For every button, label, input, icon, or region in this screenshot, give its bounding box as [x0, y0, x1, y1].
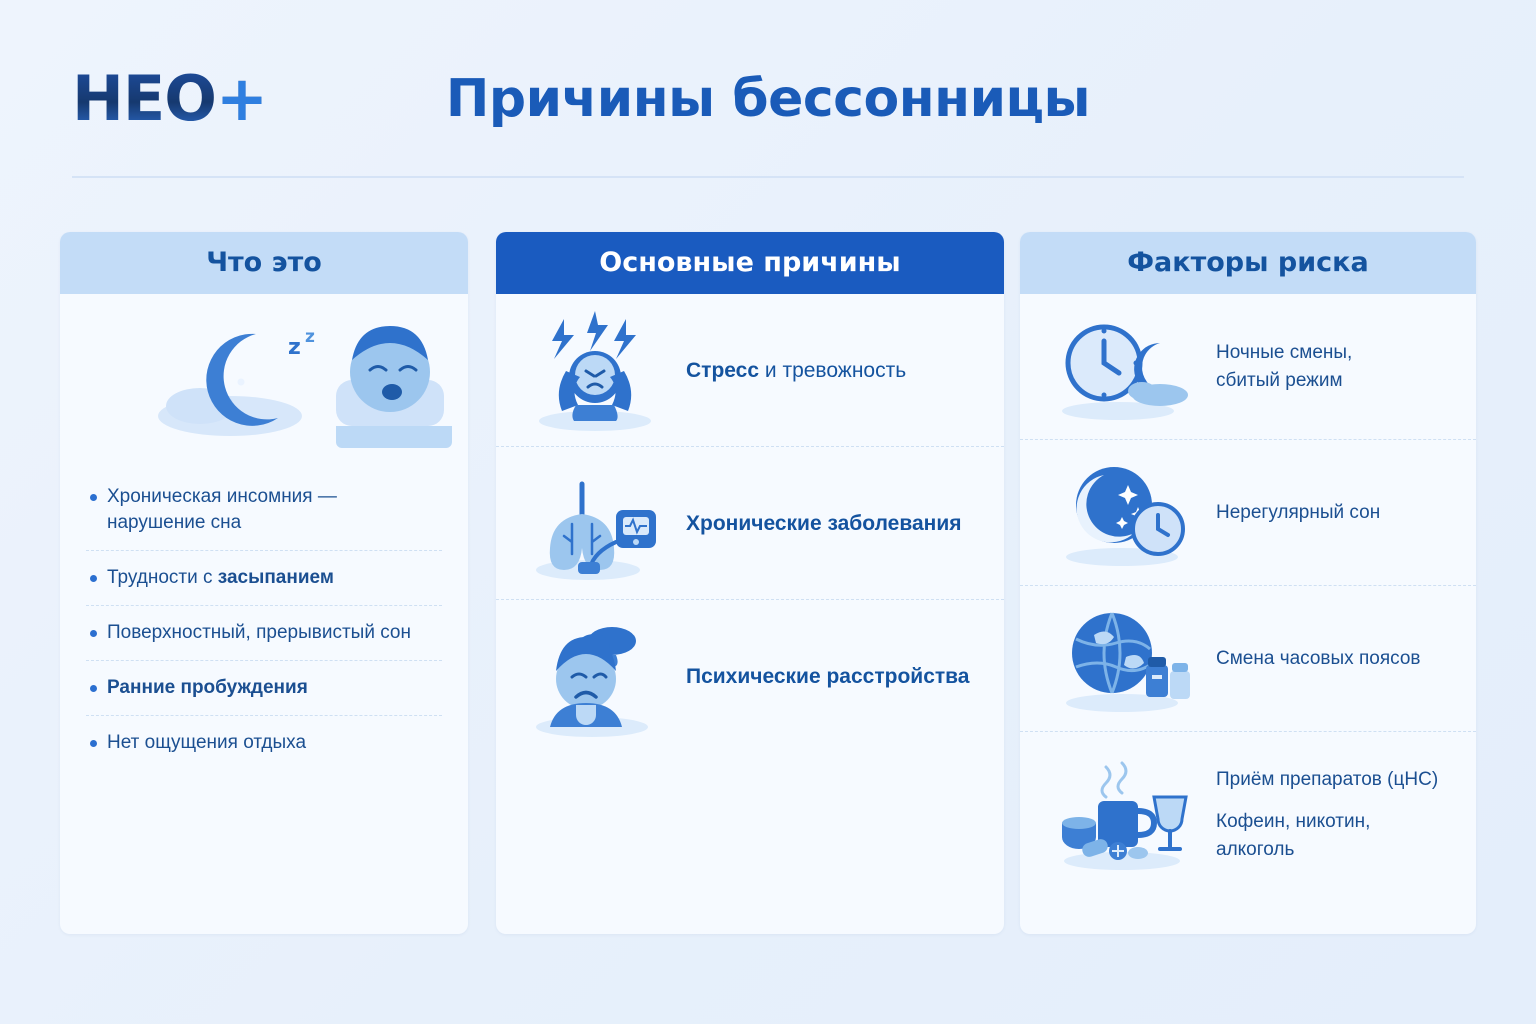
- list-item: [86, 470, 442, 551]
- cause-item: [496, 600, 1004, 752]
- column-what-is: [60, 232, 468, 934]
- column-what-is-body: [60, 294, 468, 934]
- risk-item-label: [1216, 499, 1380, 527]
- risk-item-label: [1216, 645, 1420, 673]
- list-item-label: Нет ощущения отдыха: [107, 732, 307, 753]
- risk-item: [1020, 440, 1476, 586]
- cause-item: [496, 294, 1004, 447]
- risk-item: [1020, 294, 1476, 440]
- sad-face-cloud-icon: [520, 611, 670, 741]
- list-item: [86, 661, 442, 716]
- list-item: [86, 606, 442, 661]
- list-item-label: Трудности с засыпанием: [107, 567, 334, 588]
- header-divider: [72, 176, 1464, 178]
- bullet-dot-icon: [90, 494, 97, 501]
- risk-item: [1020, 732, 1476, 897]
- lungs-monitor-icon: [520, 458, 670, 588]
- risk-item-line1: Смена часовых поясов: [1216, 647, 1421, 669]
- what-is-list: [60, 470, 468, 770]
- risk-item-line2: сбитый режим: [1216, 369, 1343, 391]
- risk-item-line1: Нерегулярный сон: [1216, 501, 1381, 523]
- cause-item: [496, 447, 1004, 600]
- coffee-wine-pills-icon: [1042, 755, 1202, 875]
- bullet-dot-icon: [90, 685, 97, 692]
- logo-plus-icon: +: [215, 62, 267, 135]
- column-what-is-heading: Что это: [60, 232, 468, 294]
- risk-item-line2: Кофеин, никотин, алкоголь: [1216, 810, 1371, 860]
- moon-sleeping-person-icon: [60, 294, 468, 470]
- list-item: [86, 551, 442, 606]
- risk-item-line1: Приём препаратов (цНС): [1216, 768, 1439, 790]
- list-item-label: Ранние пробуждения: [107, 677, 308, 698]
- logo-word: НЕО: [72, 62, 216, 135]
- bullet-dot-icon: [90, 575, 97, 582]
- risk-item: [1020, 586, 1476, 732]
- bullet-dot-icon: [90, 740, 97, 747]
- page-title: Причины бессонницы: [445, 69, 1091, 129]
- page-header: [0, 54, 1536, 164]
- svg-text:z: z: [288, 335, 301, 360]
- column-risk-factors-body: [1020, 294, 1476, 934]
- stressed-head-icon: [520, 305, 670, 435]
- column-risk-factors-heading: Факторы риска: [1020, 232, 1476, 294]
- list-item: [86, 716, 442, 770]
- column-risk-factors: [1020, 232, 1476, 934]
- cause-item-label: Хронические заболевания: [686, 511, 962, 535]
- cause-item-label: Психические расстройства: [686, 664, 970, 688]
- clock-moon-icon: [1042, 307, 1202, 427]
- list-item-label: Поверхностный, прерывистый сон: [107, 622, 411, 643]
- risk-item-label: [1216, 339, 1352, 395]
- column-main-causes: [496, 232, 1004, 934]
- column-main-causes-body: [496, 294, 1004, 934]
- bullet-dot-icon: [90, 630, 97, 637]
- globe-pills-icon: [1042, 599, 1202, 719]
- column-main-causes-heading: Основные причины: [496, 232, 1004, 294]
- risk-item-line1: Ночные смены,: [1216, 341, 1353, 363]
- list-item-label: Хроническая инсомния — нарушение сна: [107, 486, 337, 533]
- risk-item-label: [1216, 766, 1454, 864]
- moon-stars-clock-icon: [1042, 453, 1202, 573]
- svg-text:z: z: [305, 327, 315, 347]
- cause-item-label: Стресс и тревожность: [686, 358, 907, 382]
